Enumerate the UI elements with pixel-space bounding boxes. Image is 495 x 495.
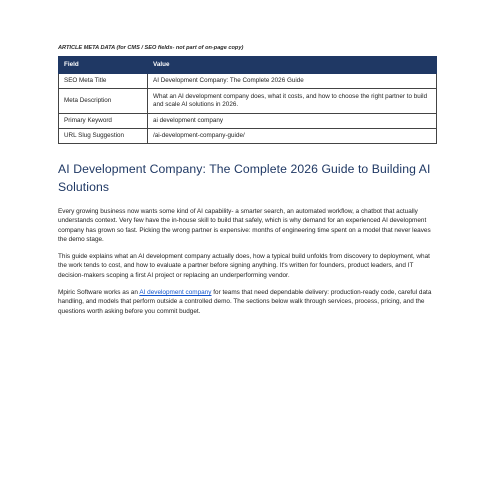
article-title: AI Development Company: The Complete 2026 Guide to Building AI Solutions bbox=[58, 162, 431, 194]
row-value-url-slug: /ai-development-company-guide/ bbox=[148, 129, 437, 144]
row-value-primary-keyword: ai development company bbox=[148, 114, 437, 129]
table-row bbox=[59, 114, 437, 129]
header-field: Field bbox=[59, 57, 148, 74]
paragraph-company bbox=[58, 288, 437, 316]
table-header-row bbox=[59, 57, 437, 74]
row-value-seo-meta-title: AI Development Company: The Complete 2026 Guide bbox=[148, 74, 437, 89]
paragraph-intro: Every growing business now wants some kind of AI capability- a smarter search, an automated workflow, a chatbot that actually understands context. Very few have the in-house skill to build that safely, which is why demand for an experienced AI development company has grown so fast. Picking the wrong partner is expensive: months of engineering time spent on a model that never leaves the demo stage. bbox=[58, 208, 431, 243]
table-row bbox=[59, 74, 437, 89]
paragraph-guide-overview: This guide explains what an AI development company actually does, how a typical build unfolds from discovery to deployment, what the work tends to cost, and how to evaluate a partner before signing anything. It's written for founders, product leaders, and IT decision-makers scoping a first AI project or replacing an underperforming vendor. bbox=[58, 253, 430, 279]
paragraph-company-rest: for teams that need dependable delivery: production-ready code, careful data handling, and models that perform outside a controlled demo. The sections below walk through services, process, pricing, and the questions worth asking before you commit budget. bbox=[58, 289, 432, 315]
meta-data-table bbox=[58, 56, 437, 144]
row-field-primary-keyword: Primary Keyword bbox=[59, 114, 148, 129]
paragraph-company-lead: Mpiric Software works as an bbox=[58, 289, 140, 297]
table-row bbox=[59, 89, 437, 114]
meta-caption: ARTICLE META DATA (for CMS / SEO fields- not part of on-page copy) bbox=[58, 45, 244, 51]
header-value: Value bbox=[148, 57, 437, 74]
ai-development-company-link[interactable]: AI development company bbox=[139, 289, 212, 297]
table-row bbox=[59, 129, 437, 144]
row-value-meta-description: What an AI development company does, what it costs, and how to choose the right partner to build and scale AI solutions in 2026. bbox=[148, 89, 437, 114]
row-field-url-slug: URL Slug Suggestion bbox=[59, 129, 148, 144]
row-field-seo-meta-title: SEO Meta Title bbox=[59, 74, 148, 89]
row-field-meta-description: Meta Description bbox=[59, 89, 148, 114]
